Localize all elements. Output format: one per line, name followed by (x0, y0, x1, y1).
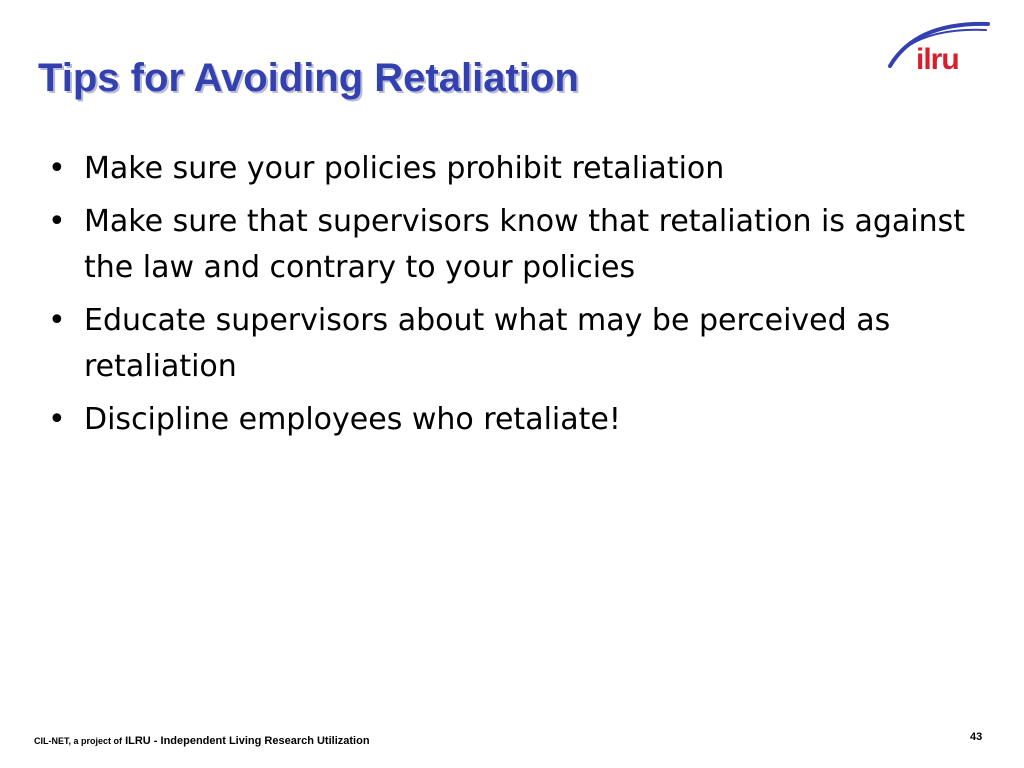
bullet-item (48, 146, 988, 192)
bullet-icon: • (48, 151, 66, 186)
logo-text: ilru (916, 43, 959, 76)
bullet-item (48, 298, 988, 390)
bullet-icon: • (48, 402, 66, 437)
bullet-text: Discipline employees who retaliate! (84, 402, 621, 437)
page-number: 43 (970, 731, 983, 743)
bullet-icon: • (48, 204, 66, 239)
bullet-icon: • (48, 303, 66, 338)
bullet-text: Educate supervisors about what may be perceived as retaliation (84, 303, 891, 384)
footer-org: ILRU - Independent Living Research Utilization (125, 735, 370, 747)
bullet-text: Make sure that supervisors know that retaliation is against the law and contrary to your policies (84, 204, 966, 285)
bullet-item (48, 199, 988, 291)
bullet-text: Make sure your policies prohibit retaliation (84, 151, 725, 186)
footer-prefix: CIL-NET, a project of (34, 736, 123, 746)
footer-credit (34, 734, 370, 748)
slide-title: Tips for Avoiding Retaliation (38, 56, 579, 100)
ilru-logo (886, 16, 996, 76)
bullet-item (48, 397, 988, 443)
bullet-list (48, 146, 988, 450)
